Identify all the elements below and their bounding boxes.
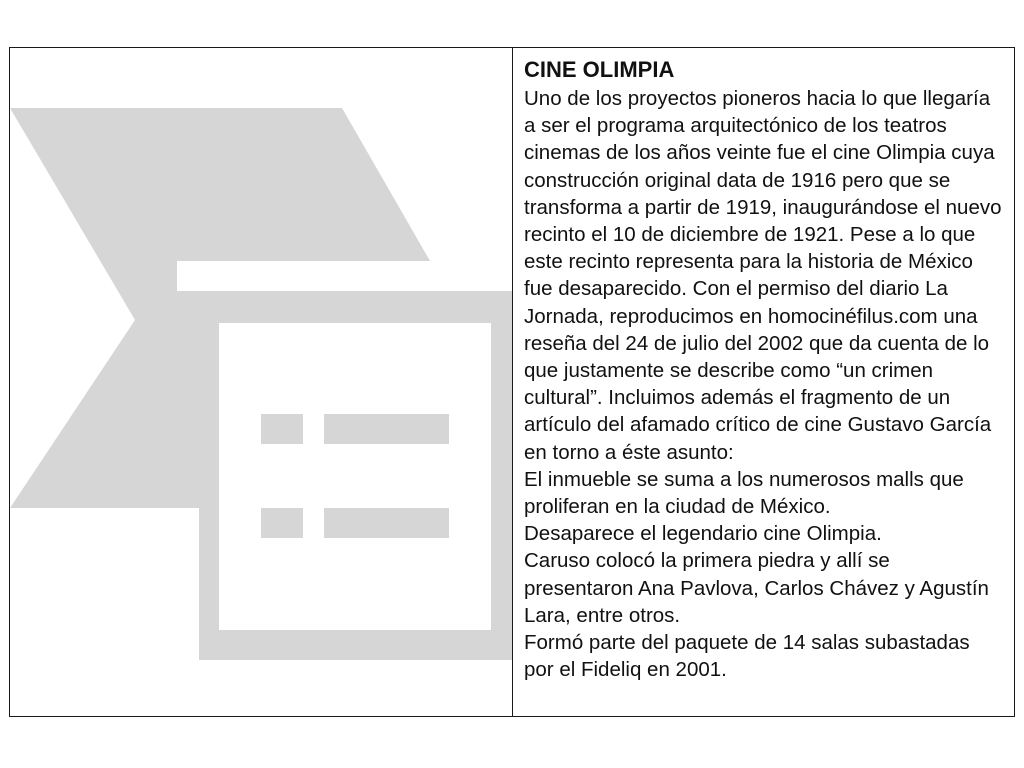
paragraph-desaparece: Desaparece el legendario cine Olimpia. (524, 522, 882, 546)
image-placeholder-icon (10, 48, 513, 716)
paragraph-malls: El inmueble se suma a los numerosos malls que proliferan en la ciudad de México. (524, 467, 964, 519)
list-line-1 (324, 414, 449, 444)
paragraph-caruso: Caruso colocó la primera piedra y allí se presentaron Ana Pavlova, Carlos Chávez y Agustín Lara, entre otros. (524, 549, 989, 627)
list-line-2 (324, 508, 449, 538)
document-title: CINE OLIMPIA (524, 57, 675, 82)
text-panel (513, 48, 1014, 716)
paragraph-intro: Uno de los proyectos pioneros hacia lo que llegaría a ser el programa arquitectónico de los teatros cinemas de los años veinte fue el cine Olimpia cuya construcción original data de 1916 pero que se transforma a partir de 1919, inaugurándose el nuevo recinto el 10 de diciembre de 1921. Pese a lo que este recinto representa para la historia de México fue desaparecido. Con el permiso del diario La Jornada, reproducimos en homocinéfilus.com una reseña del 24 de julio del 2002 que da cuenta de lo que justamente se describe como “un crimen cultural”. Incluimos además el fragmento de un artículo del afamado crítico de cine Gustavo García en torno a éste asunto: (524, 87, 1002, 464)
document-card (9, 47, 1015, 717)
list-bullet-2 (261, 508, 303, 538)
paragraph-fideliq: Formó parte del paquete de 14 salas subastadas por el Fideliq en 2001. (524, 631, 970, 682)
document-frame (199, 291, 513, 660)
list-bullet-1 (261, 414, 303, 444)
image-panel (10, 48, 513, 716)
